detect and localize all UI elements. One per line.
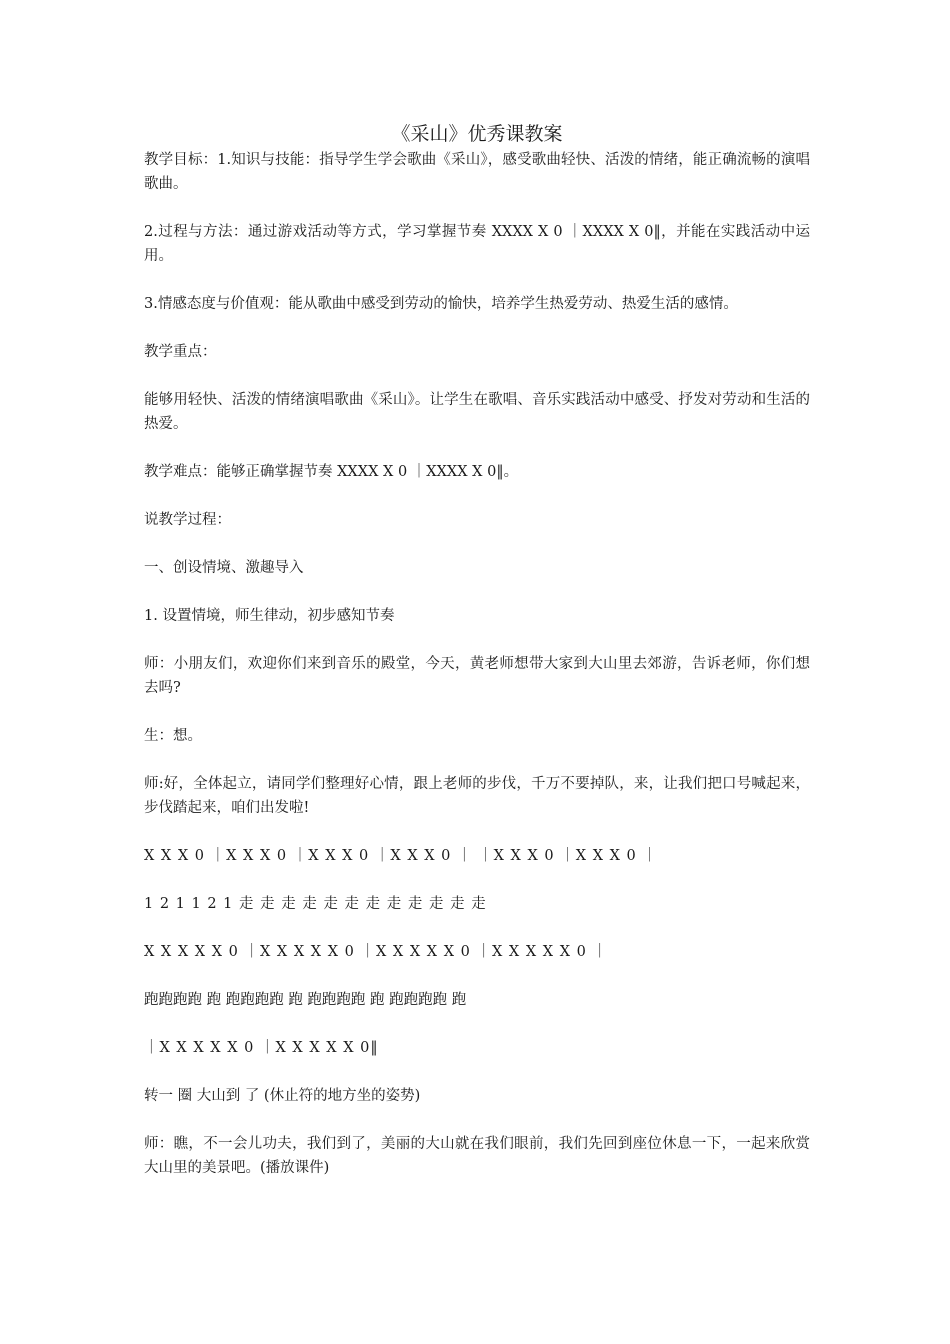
document-page <box>144 120 810 1204</box>
paragraph-key-points: 能够用轻快、活泼的情绪演唱歌曲《采山》。让学生在歌唱、音乐实践活动中感受、抒发对劳动和生活的热爱。 <box>144 392 810 432</box>
lyrics-line-2: 跑跑跑跑 跑 跑跑跑跑 跑 跑跑跑跑 跑 跑跑跑跑 跑 <box>144 992 467 1008</box>
lyrics-line-1: 1 2 1 1 2 1 走 走 走 走 走 走 走 走 走 走 走 走 <box>144 896 487 912</box>
paragraph-process-heading: 说教学过程： <box>144 512 231 528</box>
paragraph-student-reply: 生：想。 <box>144 728 202 744</box>
paragraph-section-one: 一、创设情境、激趣导入 <box>144 560 304 576</box>
paragraph-teacher-arrive: 师：瞧，不一会儿功夫，我们到了，美丽的大山就在我们眼前，我们先回到座位休息一下，一起来欣赏大山里的美景吧。(播放课件) <box>144 1136 810 1176</box>
paragraph-teacher-start: 师:好，全体起立，请同学们整理好心情，跟上老师的步伐，千万不要掉队，来，让我们把口号喊起来，步伐踏起来，咱们出发啦! <box>144 776 810 816</box>
paragraph-objectives: 教学目标：1.知识与技能：指导学生学会歌曲《采山》，感受歌曲轻快、活泼的情绪，能正确流畅的演唱歌曲。 <box>144 152 810 192</box>
rhythm-line-1: X X X 0 ｜X X X 0 ｜X X X 0 ｜X X X 0 ｜ ｜X X X 0 ｜X X X 0 ｜ <box>144 848 658 864</box>
lyrics-line-3: 转一 圈 大山到 了 (休止符的地方坐的姿势) <box>144 1088 421 1104</box>
paragraph-key-points-heading: 教学重点： <box>144 344 217 360</box>
document-title: 《采山》优秀课教案 <box>391 123 563 145</box>
paragraph-process-method: 2.过程与方法：通过游戏活动等方式，学习掌握节奏 XXXX X 0 ｜XXXX X 0‖，并能在实践活动中运用。 <box>144 224 810 264</box>
paragraph-step-one: 1. 设置情境，师生律动，初步感知节奏 <box>144 608 395 624</box>
rhythm-line-3: ｜X X X X X 0 ｜X X X X X 0‖ <box>144 1040 379 1056</box>
paragraph-teacher-welcome: 师：小朋友们，欢迎你们来到音乐的殿堂，今天，黄老师想带大家到大山里去郊游，告诉老师，你们想去吗? <box>144 656 810 696</box>
paragraph-difficulty: 教学难点：能够正确掌握节奏 XXXX X 0 ｜XXXX X 0‖。 <box>144 464 519 480</box>
rhythm-line-2: X X X X X 0 ｜X X X X X 0 ｜X X X X X 0 ｜X X X X X 0 ｜ <box>144 944 608 960</box>
paragraph-emotion-values: 3.情感态度与价值观：能从歌曲中感受到劳动的愉快，培养学生热爱劳动、热爱生活的感情。 <box>144 296 738 312</box>
